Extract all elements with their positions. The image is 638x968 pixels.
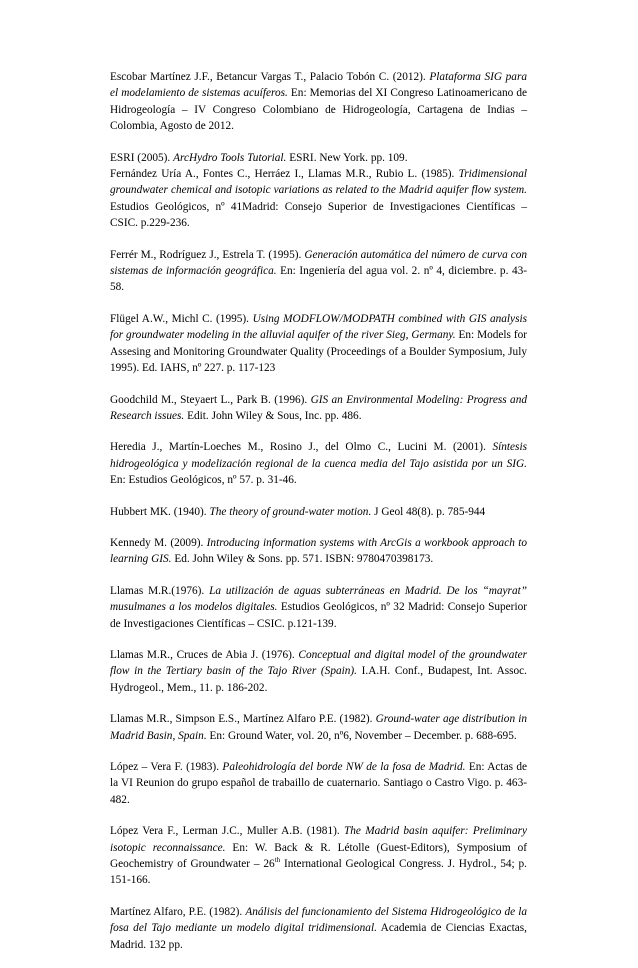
reference-entry [110, 711, 527, 744]
ref-authors: Fernández Uría A., Fontes C., Herráez I., Llamas M.R., Rubio L. (1985). [110, 168, 455, 181]
ref-title: Paleohidrología del borde NW de la fosa de Madrid. [222, 761, 466, 773]
ref-title: ArcHydro Tools Tutorial. [173, 151, 287, 164]
ref-title: Plataforma SIG para el modelamiento de sistemas acuíferos. [110, 71, 528, 100]
reference-entry [110, 166, 527, 232]
reference-entry [110, 247, 527, 296]
reference-entry [110, 647, 527, 696]
reference-list [110, 69, 527, 968]
ref-authors: Llamas M.R., Cruces de Abia J. (1976). [110, 648, 295, 661]
ref-source: En: Estudios Geológicos, nº 57. p. 31-46. [110, 474, 297, 487]
ref-source: En: W. Back & R. Létolle (Guest-Editors), Symposium of Geochemistry of Groundwater – 26 [110, 841, 528, 871]
ref-source: Estudios Geológicos, nº 32 Madrid: Consejo Superior de Investigaciones Científicas – CSIC. p.121-139. [110, 601, 527, 630]
ref-source: ESRI. New York. pp. 109. [289, 151, 408, 164]
ref-title: Síntesis hidrogeológica y modelización regional de la cuenca media del Tajo asistida por un SIG. [110, 441, 527, 470]
ref-source: Ed. John Wiley & Sons. pp. 571. ISBN: 9780470398173. [174, 553, 434, 566]
ref-title: Tridimensional groundwater chemical and isotopic variations as related to the Madrid aquifer flow system. [110, 168, 527, 197]
reference-entry [110, 504, 527, 520]
ref-title: Introducing information systems with ArcGis a workbook approach to learning GIS. [110, 536, 528, 566]
ref-source: En: Memorias del XI Congreso Latinoamericano de Hidrogeología – IV Congreso Colombiano de Hidrogeología, Cartagena de Indias – Colombia, Agosto de 2012. [110, 87, 528, 133]
ref-authors: Ferrér M., Rodríguez J., Estrela T. (1995). [110, 248, 302, 261]
ref-authors: Llamas M.R.(1976). [110, 584, 205, 597]
ref-source: I.A.H. Conf., Budapest, Int. Assoc. Hydrogeol., Mem., 11. p. 186-202. [110, 665, 528, 694]
ref-title: La utilización de aguas subterráneas en Madrid. De los “mayrat” musulmanes a los modelos digitales. [110, 584, 528, 614]
ref-title: The theory of ground-water motion. [209, 505, 372, 518]
ref-source: En: Models for Assesing and Monitoring Groundwater Quality (Proceedings of a Boulder Symposium, July 1995). Ed. IAHS, nº 227. p. 117-123 [110, 329, 528, 375]
ref-source: En: Ground Water, vol. 20, nº6, November – December. p. 688-695. [209, 729, 517, 742]
reference-entry [110, 150, 527, 166]
ref-title: Análisis del funcionamiento del Sistema Hidrogeológico de la fosa del Tajo mediante un modelo digital tridimensional. [110, 905, 527, 935]
reference-entry [110, 759, 527, 808]
ref-authors: Goodchild M., Steyaert L., Park B. (1996). [110, 393, 308, 406]
reference-entry [110, 439, 527, 488]
reference-entry [110, 904, 527, 953]
ref-title: Generación automática del número de curva con sistemas de información geográfica. [110, 248, 528, 278]
ref-source: Academia de Ciencias Exactas, Madrid. 132 pp. [110, 922, 527, 951]
ref-source: En: Ingeniería del agua vol. 2. nº 4, diciembre. p. 43-58. [110, 265, 528, 294]
ref-title: GIS an Environmental Modeling: Progress and Research issues. [110, 393, 527, 422]
ref-authors: Heredia J., Martín-Loeches M., Rosino J., del Olmo C., Lucini M. (2001). [110, 441, 486, 454]
ref-title: Ground-water age distribution in Madrid Basin, Spain. [110, 713, 528, 742]
reference-entry [110, 823, 527, 889]
reference-entry [110, 583, 527, 632]
ref-title: Using MODFLOW/MODPATH combined with GIS analysis for groundwater modeling in the alluvial aquifer of the river Sieg, Germany. [110, 312, 527, 342]
ordinal-superscript: th [274, 856, 281, 865]
ref-authors: Llamas M.R., Simpson E.S., Martínez Alfaro P.E. (1982). [110, 713, 373, 726]
ref-source: International Geological Congress. J. Hydrol., 54; p. 151-166. [110, 858, 527, 887]
reference-entry [110, 392, 527, 425]
ref-title: Conceptual and digital model of the groundwater flow in the Tertiary basin of the Tajo River (Spain). [110, 648, 527, 678]
ref-authors: Flügel A.W., Michl C. (1995). [110, 312, 249, 325]
reference-entry [110, 535, 527, 568]
ref-authors: López – Vera F. (1983). [110, 761, 220, 773]
ref-title: The Madrid basin aquifer: Preliminary isotopic reconnaissance. [110, 825, 528, 854]
ref-authors: ESRI (2005). [110, 151, 171, 164]
ref-source: J Geol 48(8). p. 785-944 [374, 505, 486, 518]
ref-source: Estudios Geológicos, nº 41Madrid: Consejo Superior de Investigaciones Científicas – CSIC. p.229-236. [110, 200, 527, 230]
ref-authors: Martínez Alfaro, P.E. (1982). [110, 905, 243, 918]
reference-entry [110, 311, 527, 377]
ref-authors: Escobar Martínez J.F., Betancur Vargas T., Palacio Tobón C. (2012). [110, 71, 426, 83]
ref-authors: López Vera F., Lerman J.C., Muller A.B. (1981). [110, 825, 340, 838]
ref-authors: Hubbert MK. (1940). [110, 505, 207, 518]
ref-source: En: Actas de la VI Reunion do grupo español de trabaillo de cuaternario. Santiago o Castro Vigo. p. 463-482. [110, 761, 528, 806]
reference-entry [110, 69, 527, 135]
ref-source: Edit. John Wiley & Sous, Inc. pp. 486. [187, 409, 362, 422]
ref-authors: Kennedy M. (2009). [110, 536, 204, 549]
